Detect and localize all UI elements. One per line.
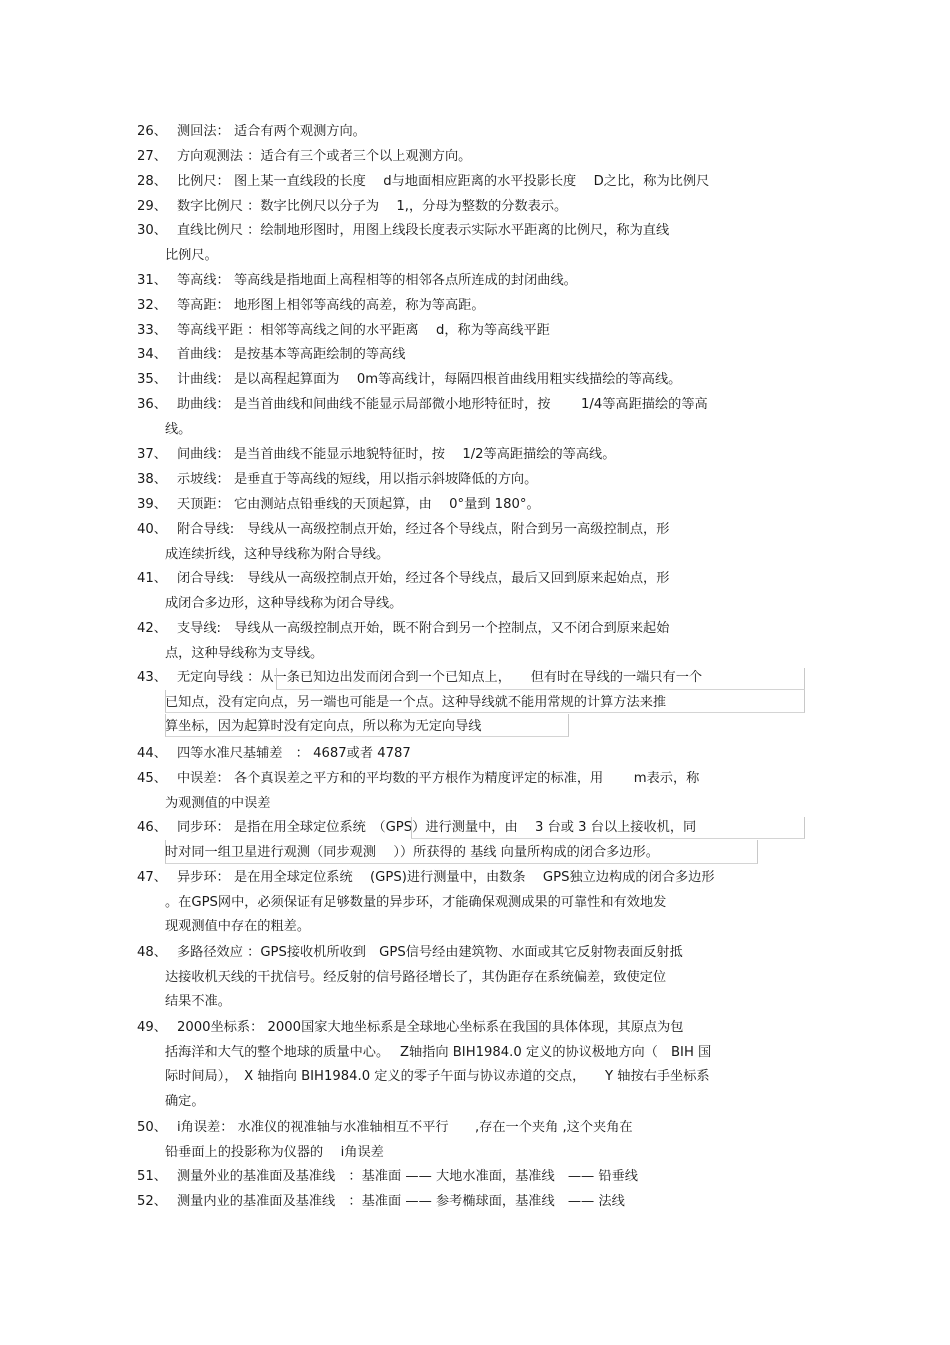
item-number: 29、 bbox=[137, 199, 167, 214]
item-text: 首曲线： 是按基本等高距绘制的等高线 bbox=[177, 347, 406, 362]
definition-item bbox=[137, 294, 812, 319]
definition-item bbox=[137, 120, 812, 145]
definition-item bbox=[137, 319, 812, 344]
item-text: 附合导线: 导线从一高级控制点开始，经过各个导线点，附合到另一高级控制点，形 bbox=[177, 522, 670, 537]
definition-item bbox=[137, 518, 812, 567]
item-number: 44、 bbox=[137, 746, 167, 761]
item-number: 27、 bbox=[137, 149, 167, 164]
item-number: 35、 bbox=[137, 372, 167, 387]
item-number: 42、 bbox=[137, 621, 167, 636]
definition-item bbox=[137, 170, 812, 195]
item-number: 40、 bbox=[137, 522, 167, 537]
definition-item bbox=[137, 443, 812, 468]
definition-item bbox=[137, 269, 812, 294]
item-text: 等高距： 地形图上相邻等高线的高差，称为等高距。 bbox=[177, 298, 485, 313]
item-number: 52、 bbox=[137, 1194, 167, 1209]
item-text-continuation: 时对同一组卫星进行观测（同步观测 ））所获得的 基线 向量所构成的闭合多边形。 bbox=[165, 844, 659, 860]
definition-item bbox=[137, 1016, 812, 1115]
item-text: 等高线平距 ：相邻等高线之间的水平距离 d，称为等高线平距 bbox=[177, 323, 550, 338]
definition-item bbox=[137, 866, 812, 940]
item-text-continuation: 线。 bbox=[165, 421, 192, 437]
definition-item bbox=[137, 195, 812, 220]
item-text: 测回法： 适合有两个观测方向。 bbox=[177, 124, 366, 139]
item-text: i角误差： 水准仪的视准轴与水准轴相互不平行 ,存在一个夹角 ,这个夹角在 bbox=[177, 1120, 633, 1135]
item-text: 无定向导线 ：从一条已知边出发而闭合到一个已知点上， 但有时在导线的一端只有一个 bbox=[177, 670, 703, 685]
item-text: 直线比例尺 ：绘制地形图时，用图上线段长度表示实际水平距离的比例尺，称为直线 bbox=[177, 223, 670, 238]
item-number: 36、 bbox=[137, 397, 167, 412]
item-number: 33、 bbox=[137, 323, 167, 338]
item-text-continuation: 点，这种导线称为支导线。 bbox=[165, 645, 324, 661]
item-text: 同步环： 是指在用全球定位系统 （GPS）进行测量中，由 3 台或 3 台以上接收机，同 bbox=[177, 820, 697, 835]
definition-item bbox=[137, 1116, 812, 1165]
item-number: 37、 bbox=[137, 447, 167, 462]
item-text: 数字比例尺 ：数字比例尺以分子为 1,，分母为整数的分数表示。 bbox=[177, 199, 568, 214]
definition-item bbox=[137, 941, 812, 1015]
definition-item bbox=[137, 617, 812, 666]
item-number: 39、 bbox=[137, 497, 167, 512]
item-text: 中误差： 各个真误差之平方和的平均数的平方根作为精度评定的标准，用 m表示，称 bbox=[177, 771, 700, 786]
item-text: 间曲线： 是当首曲线不能显示地貌特征时，按 1/2等高距描绘的等高线。 bbox=[177, 447, 616, 462]
item-number: 32、 bbox=[137, 298, 167, 313]
definition-item bbox=[137, 666, 812, 740]
definition-item bbox=[137, 145, 812, 170]
item-text-continuation: 括海洋和大气的整个地球的质量中心。 Z轴指向 BIH1984.0 定义的协议极地方向（ BIH 国 bbox=[165, 1044, 712, 1060]
item-text-continuation: 铅垂面上的投影称为仪器的 i角误差 bbox=[165, 1144, 384, 1160]
item-text-continuation: 算坐标，因为起算时没有定向点，所以称为无定向导线 bbox=[165, 719, 482, 735]
item-text: 等高线： 等高线是指地面上高程相等的相邻各点所连成的封闭曲线。 bbox=[177, 273, 577, 288]
definition-item bbox=[137, 567, 812, 616]
item-text-continuation: 。在GPS网中，必须保证有足够数量的异步环，才能确保观测成果的可靠性和有效地发 bbox=[165, 894, 667, 910]
item-text-continuation: 达接收机天线的干扰信号。经反射的信号路径增长了，其伪距存在系统偏差，致使定位 bbox=[165, 969, 667, 985]
item-text: 比例尺： 图上某一直线段的长度 d与地面相应距离的水平投影长度 D之比，称为比例尺 bbox=[177, 174, 710, 189]
item-number: 26、 bbox=[137, 124, 167, 139]
item-number: 50、 bbox=[137, 1120, 167, 1135]
item-text-continuation: 确定。 bbox=[165, 1094, 205, 1110]
item-text: 四等水准尺基辅差 ： 4687或者 4787 bbox=[177, 746, 411, 761]
item-number: 45、 bbox=[137, 771, 167, 786]
item-text: 测量外业的基准面及基准线 ：基准面 —— 大地水准面，基准线 —— 铅垂线 bbox=[177, 1169, 638, 1184]
item-number: 28、 bbox=[137, 174, 167, 189]
item-number: 46、 bbox=[137, 820, 167, 835]
item-number: 34、 bbox=[137, 347, 167, 362]
item-text: 助曲线： 是当首曲线和间曲线不能显示局部微小地形特征时，按 1/4等高距描绘的等高 bbox=[177, 397, 708, 412]
item-text-continuation: 成连续折线，这种导线称为附合导线。 bbox=[165, 546, 390, 562]
item-number: 49、 bbox=[137, 1020, 167, 1035]
item-number: 41、 bbox=[137, 571, 167, 586]
item-number: 30、 bbox=[137, 223, 167, 238]
item-text-continuation: 结果不准。 bbox=[165, 994, 231, 1010]
item-text: 示坡线： 是垂直于等高线的短线，用以指示斜坡降低的方向。 bbox=[177, 472, 538, 487]
item-text-continuation: 为观测值的中误差 bbox=[165, 795, 271, 811]
item-text-continuation: 现观测值中存在的粗差。 bbox=[165, 919, 311, 935]
item-number: 38、 bbox=[137, 472, 167, 487]
item-text: 测量内业的基准面及基准线 ：基准面 —— 参考椭球面，基准线 —— 法线 bbox=[177, 1194, 625, 1209]
definition-item bbox=[137, 742, 812, 767]
item-number: 47、 bbox=[137, 870, 167, 885]
item-number: 51、 bbox=[137, 1169, 167, 1184]
item-text: 2000坐标系： 2000国家大地坐标系是全球地心坐标系在我国的具体体现，其原点为包 bbox=[177, 1020, 684, 1035]
definition-item bbox=[137, 368, 812, 393]
definition-item bbox=[137, 393, 812, 442]
item-text-continuation: 比例尺。 bbox=[165, 247, 218, 263]
definition-item bbox=[137, 468, 812, 493]
item-text: 异步环： 是在用全球定位系统 (GPS)进行测量中，由数条 GPS独立边构成的闭合多边形 bbox=[177, 870, 715, 885]
item-text: 支导线: 导线从一高级控制点开始，既不附合到另一个控制点，又不闭合到原来起始 bbox=[177, 621, 670, 636]
definition-item bbox=[137, 1165, 812, 1190]
item-text: 天顶距： 它由测站点铅垂线的天顶起算，由 0°量到 180°。 bbox=[177, 497, 540, 512]
item-text-continuation: 已知点，没有定向点，另一端也可能是一个点。这种导线就不能用常规的计算方法来推 bbox=[165, 694, 667, 710]
definition-item bbox=[137, 493, 812, 518]
item-text: 多路径效应 ：GPS接收机所收到 GPS信号经由建筑物、水面或其它反射物表面反射抵 bbox=[177, 945, 683, 960]
item-number: 31、 bbox=[137, 273, 167, 288]
item-text-continuation: 成闭合多边形，这种导线称为闭合导线。 bbox=[165, 595, 403, 611]
definition-item bbox=[137, 343, 812, 368]
item-text: 计曲线： 是以高程起算面为 0m等高线计，每隔四根首曲线用粗实线描绘的等高线。 bbox=[177, 372, 682, 387]
definition-item bbox=[137, 1190, 812, 1215]
item-number: 43、 bbox=[137, 670, 167, 685]
item-text-continuation: 际时间局）， X 轴指向 BIH1984.0 定义的零子午面与协议赤道的交点， Y 轴按右手坐标系 bbox=[165, 1069, 710, 1085]
definition-item bbox=[137, 816, 812, 865]
item-text: 方向观测法 ：适合有三个或者三个以上观测方向。 bbox=[177, 149, 472, 164]
definition-item bbox=[137, 767, 812, 816]
definition-item bbox=[137, 219, 812, 268]
item-number: 48、 bbox=[137, 945, 167, 960]
item-text: 闭合导线: 导线从一高级控制点开始，经过各个导线点，最后又回到原来起始点，形 bbox=[177, 571, 670, 586]
